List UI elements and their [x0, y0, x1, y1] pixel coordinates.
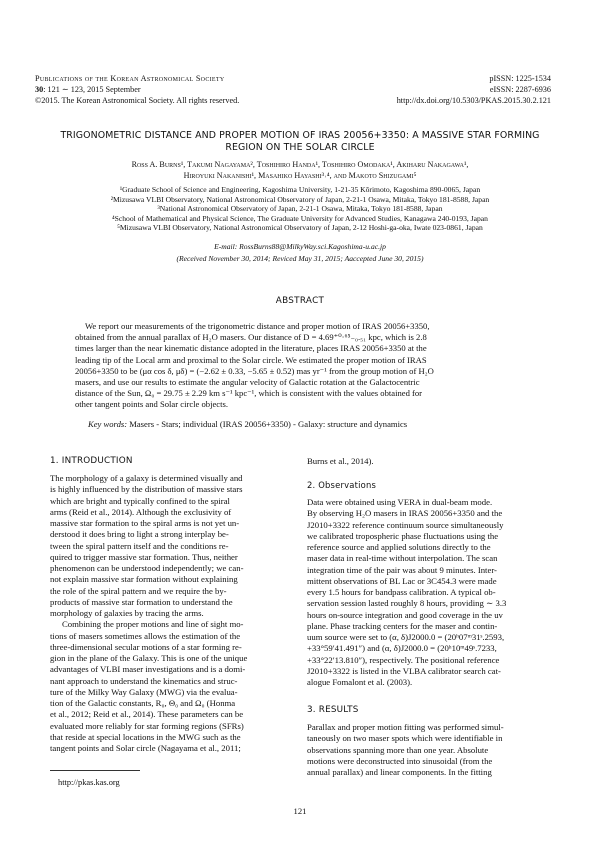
- body-line: maser data in real-time without interpolation. The scan: [307, 553, 498, 564]
- body-line: advantages of VLBI maser investigations and is a domi-: [50, 664, 246, 675]
- body-line: servation session lasted roughly 8 hours, providing ∼ 3.3: [307, 598, 507, 609]
- body-line: mittent observations of BL Lac or 3C454.3 were made: [307, 575, 497, 586]
- body-line: products of massive star formation to understand the: [50, 596, 233, 607]
- abstract-line: 20056+3350 to be (μα cos δ, μδ) = (−2.62 ± 0.33, −5.65 ± 0.52) mas yr⁻¹ from the group motion of H₂O: [75, 365, 434, 376]
- received-dates: (Received November 30, 2014; Reviced May 31, 2015; Aaccepted June 30, 2015): [176, 254, 424, 263]
- body-line: the role of the spiral pattern and we require the by-: [50, 585, 227, 596]
- section-3-heading: 3. RESULTS: [307, 705, 359, 715]
- body-line: annual parallax) and linear components. In the fitting: [307, 767, 492, 777]
- body-line: J2010+3322 reference continuum source simultaneously: [307, 519, 504, 530]
- body-line: three-dimensional secular motions of a star forming re-: [50, 641, 242, 652]
- body-line: ture of the Milky Way Galaxy (MWG) via the evalua-: [50, 686, 238, 697]
- body-line: which are bright and typically confined to the spiral: [50, 495, 230, 506]
- abstract-line: times larger than the near kinematic distance adopted in the literature, places IRAS 20056+3350 at the: [75, 343, 427, 354]
- affiliation-4: ⁴School of Mathematical and Physical Science, The Graduate University for Advanced Studies, Kanagawa 240-0193, Japan: [112, 213, 488, 223]
- body-line: evaluated more reliably for star forming regions (SFRs): [50, 720, 244, 731]
- abstract-body: [75, 321, 525, 411]
- body-line: integration time of the pair was about 9 minutes. Inter-: [307, 564, 497, 575]
- authors-line-2: Hiroyuki Nakanishi¹, Masahiko Hayashi³˒⁴, and Makoto Shizugami⁵: [183, 170, 417, 180]
- body-line: hours on-source integration and good coverage in the uv: [307, 609, 503, 620]
- keywords: [88, 419, 548, 430]
- body-line: The morphology of a galaxy is determined visually and: [50, 473, 243, 483]
- affiliation-3: ³National Astronomical Observatory of Japan, 2-21-1 Osawa, Mitaka, Tokyo 181-8588, Japan: [157, 204, 443, 214]
- copyright: ©2015. The Korean Astronomical Society. All rights reserved.: [35, 96, 240, 105]
- body-line: tion of the Galactic constants, R₀, Θ₀ and Ω₀ (Honma: [50, 698, 236, 708]
- body-line: observations spanning more than one year. Absolute: [307, 744, 489, 755]
- footnote-rule: [50, 770, 140, 771]
- section-1-heading: 1. INTRODUCTION: [50, 456, 133, 466]
- right-column-text: [307, 497, 553, 688]
- abstract-line: obtained from the annual parallax of H₂O masers. Our distance of D = 4.69⁺⁰·⁶⁵₋₀.₅₁ kpc, which is 2.8: [75, 332, 427, 343]
- body-line: is highly influenced by the distribution of massive stars: [50, 484, 243, 495]
- body-line: reference source and applied solutions directly to the: [307, 542, 491, 552]
- body-line: massive star formation to the spiral arms is not yet un-: [50, 518, 240, 528]
- keywords-label: Key words:: [88, 419, 128, 429]
- body-line: gion in the plane of the Galaxy. This is one of the unique: [50, 653, 248, 663]
- body-line: J2010+3322 is listed in the VLBA calibrator search cat-: [307, 665, 501, 676]
- right-column-top: Burns et al., 2014).: [307, 456, 374, 466]
- body-line: By observing H₂O masers in IRAS 20056+3350 and the: [307, 508, 503, 519]
- page-number: 121: [293, 806, 307, 816]
- body-line: that reside at special locations in the MWG such as the: [50, 731, 241, 742]
- body-line: Combining the proper motions and line of sight mo-: [62, 619, 244, 630]
- body-line: Data were obtained using VERA in dual-beam mode.: [307, 497, 493, 507]
- results-text: [307, 722, 553, 778]
- body-line: taneously on two maser spots which were identifiable in: [307, 733, 503, 744]
- abstract-line: masers, and use our results to estimate the angular velocity of Galactic rotation at the Galactocentric: [75, 377, 420, 388]
- doi-link[interactable]: http://dx.doi.org/10.5303/PKAS.2015.30.2.121: [396, 96, 551, 105]
- body-line: morphology of galaxies by tracing the arms.: [50, 608, 204, 618]
- body-line: phenomenon can be understood independently; we can-: [50, 563, 244, 573]
- body-line: tween the spiral pattern itself and the conditions re-: [50, 540, 229, 551]
- body-line: Parallax and proper motion fitting was performed simul-: [307, 722, 504, 732]
- body-line: we calibrated tropospheric phase fluctuations using the: [307, 530, 499, 541]
- abstract-line: distance of the Sun, Ω₀ = 29.75 ± 2.29 km s⁻¹ kpc⁻¹, which is consistent with the values obtained for: [75, 388, 423, 399]
- title-line-2: REGION ON THE SOLAR CIRCLE: [225, 142, 375, 153]
- body-line: every 1.5 hours for bandpass calibration. A typical ob-: [307, 587, 496, 597]
- abstract-heading: ABSTRACT: [275, 296, 325, 306]
- author-list: [40, 160, 560, 181]
- abstract-line: other tangent points and Solar circle objects.: [75, 399, 228, 410]
- section-2-heading: 2. Observations: [307, 480, 377, 490]
- volume-number: 30: [35, 85, 44, 94]
- body-line: plane. Phase tracking centers for the maser and contin-: [307, 620, 498, 631]
- body-line: nant approach to understand the kinematics and struc-: [50, 675, 238, 686]
- abstract-line: leading tip of the Local arm and proximal to the Solar circle. We estimated the proper motion of IRAS: [75, 354, 427, 365]
- affiliations: [30, 185, 570, 233]
- body-line: motions were deconstructed into sinusoidal (from the: [307, 755, 493, 766]
- body-line: tions of masers sometimes allows the estimation of the: [50, 630, 241, 641]
- body-line: not explain massive star formation without explaining: [50, 574, 238, 585]
- body-line: tangent points and Solar circle (Nagayama et al., 2011;: [50, 743, 241, 753]
- volume-pages: : 121 ∼ 123, 2015 September: [43, 85, 141, 94]
- body-line: alogue Fomalont et al. (2003).: [307, 677, 413, 687]
- journal-name: Publications of the Korean Astronomical Society: [35, 74, 225, 83]
- body-line: derstood it does bring to light a strong interplay be-: [50, 529, 229, 540]
- authors-line-1: Ross A. Burns¹, Takumi Nagayama², Toshihiro Handa¹, Toshihiro Omodaka¹, Akiharu Nakagawa¹,: [131, 160, 469, 169]
- affiliation-1: ¹Graduate School of Science and Engineering, Kagoshima University, 1-21-35 Kōrimoto, Kagoshima 890-0065, Japan: [119, 185, 481, 194]
- body-line: uum source were set to (α, δ)J2000.0 = (20ʰ07ᵐ31ˢ.2593,: [307, 632, 505, 642]
- email[interactable]: E-mail: RossBurns88@MilkyWay.sci.Kagoshima-u.ac.jp: [214, 242, 386, 251]
- volume-info: [35, 85, 141, 95]
- body-line: arms (Reid et al., 2014). Although the exclusivity of: [50, 506, 232, 517]
- affiliation-2: ²Mizusawa VLBI Observatory, National Astronomical Observatory of Japan, 2-21-1 Osawa, Mitaka, Tokyo 181-8588, Japan: [110, 194, 490, 204]
- pissn: pISSN: 1225-1534: [489, 74, 551, 83]
- body-line: +33°22′13.810″), respectively. The positional reference: [307, 654, 500, 665]
- eissn: eISSN: 2287-6936: [489, 85, 551, 94]
- paper-title: [30, 130, 570, 154]
- footnote-url[interactable]: http://pkas.kas.org: [58, 778, 120, 787]
- affiliation-5: ⁵Mizusawa VLBI Observatory, National Astronomical Observatory of Japan, 2-12 Hoshi-ga-oka, Iwate 023-0861, Japan: [117, 223, 483, 233]
- keywords-text: Masers - Stars; individual (IRAS 20056+3350) - Galaxy: structure and dynamics: [127, 419, 408, 429]
- title-line-1: TRIGONOMETRIC DISTANCE AND PROPER MOTION OF IRAS 20056+3350: A MASSIVE STAR FORMING: [60, 130, 540, 141]
- abstract-line: We report our measurements of the trigonometric distance and proper motion of IRAS 20056+3350,: [85, 321, 430, 331]
- body-line: quired to trigger massive star formation. Thus, neither: [50, 551, 238, 562]
- body-line: +33°59′41.491″) and (α, δ)J2000.0 = (20ʰ10ᵐ49ˢ.7233,: [307, 643, 497, 654]
- body-line: et al., 2012; Reid et al., 2014). These parameters can be: [50, 709, 244, 720]
- left-column-text: [50, 473, 296, 754]
